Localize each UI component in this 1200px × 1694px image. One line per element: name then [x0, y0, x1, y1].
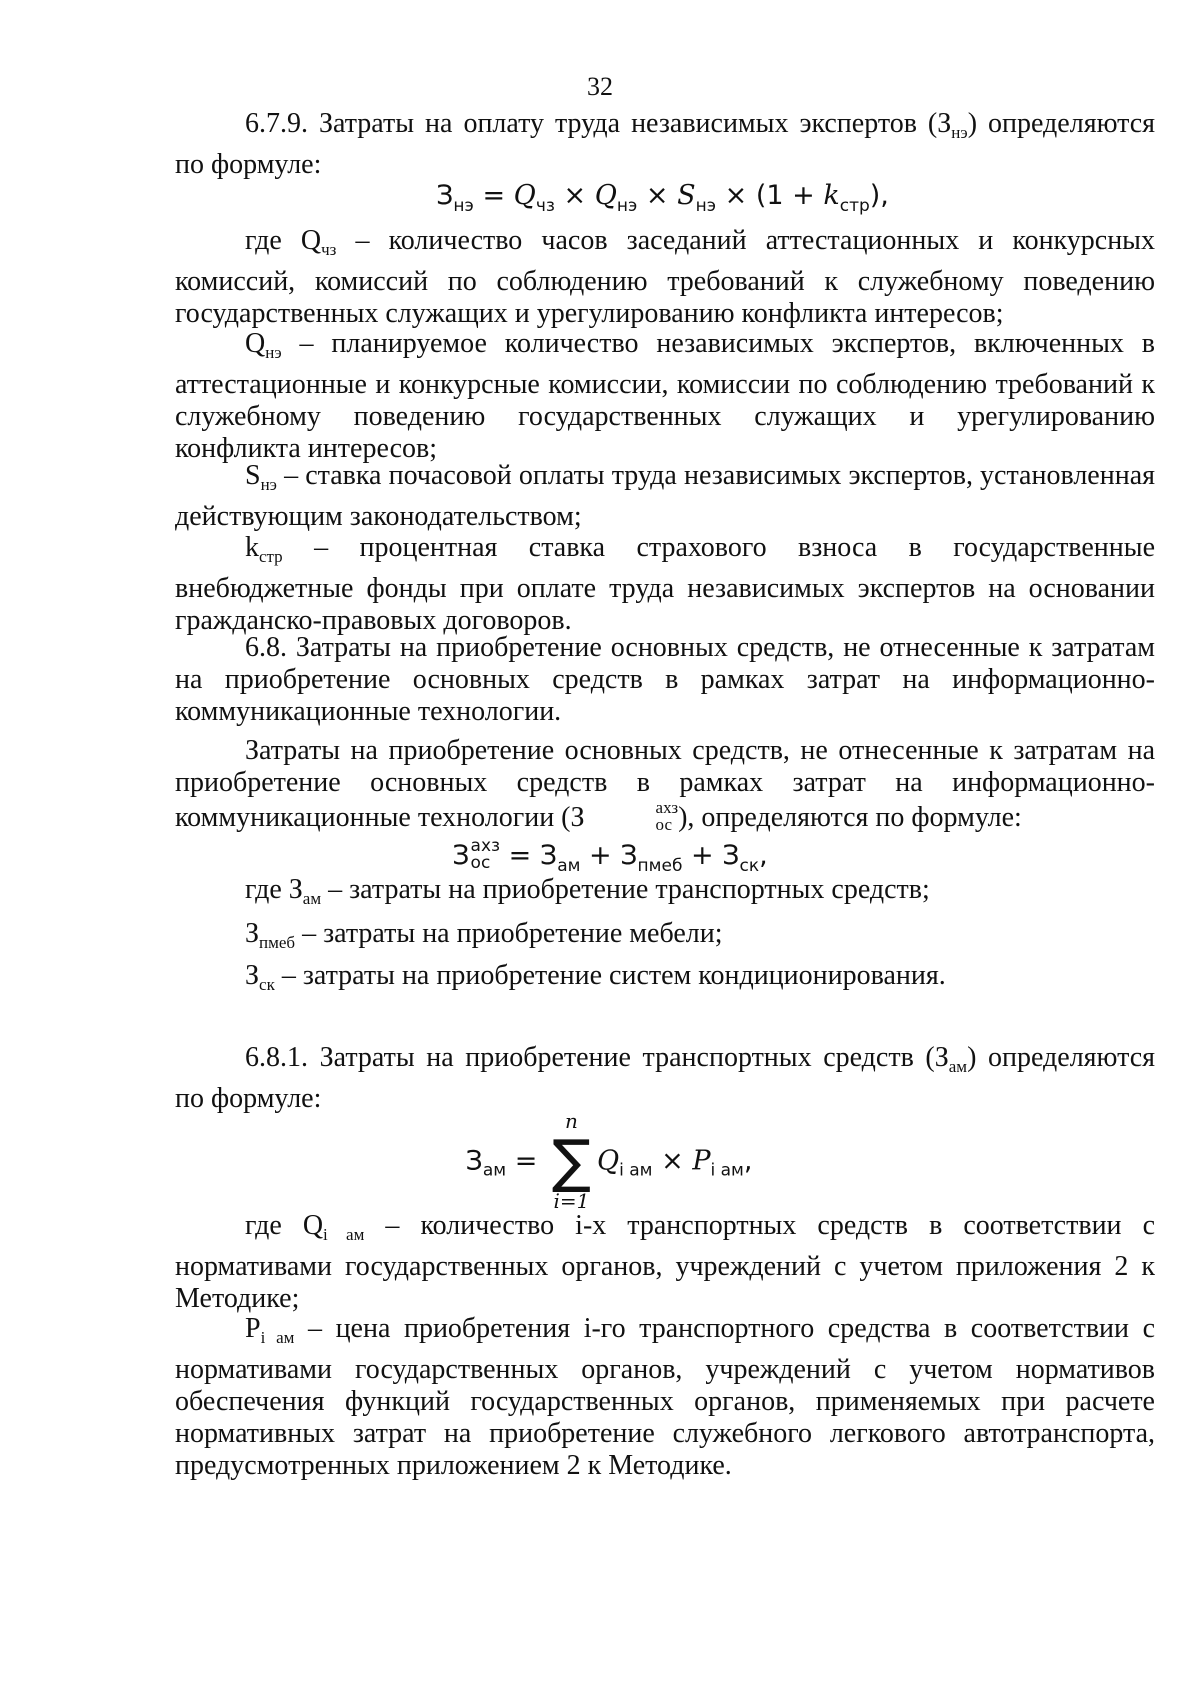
- formula-expert-cost: $З_{нэ} = Q_{чз} \times Q_{нэ} \times S_{нэ} \times (1 + k_{стр})$,: [436, 180, 889, 216]
- definition-q-ne: $Q_{нэ}$ – планируемое количество независимых экспертов, включенных в аттестационные и конкурсные комиссии, комиссии по соблюдению требований к служебному поведению государственных служащих и урегулированию конфликта интересов;: [175, 328, 1155, 464]
- definition-z-pmeb: $З_{пмеб}$ – затраты на приобретение мебели;: [245, 918, 723, 952]
- definition-z-am: где $З_{ам}$ – затраты на приобретение транспортных средств;: [245, 874, 930, 908]
- definition-k-str: $k_{стр}$ – процентная ставка страхового взноса в государственные внебюджетные фонды при оплате труда независимых экспертов на основании гражданско-правовых договоров.: [175, 532, 1155, 636]
- definition-z-sk: $З_{ск}$ – затраты на приобретение систем кондиционирования.: [245, 960, 946, 994]
- definition-q-chz: где $Q_{чз}$ – количество часов заседаний аттестационных и конкурсных комиссий, комиссий по соблюдению требований к служебному поведению государственных служащих и урегулированию конфликта интересов;: [175, 225, 1155, 329]
- page-number: 32: [587, 72, 613, 101]
- formula-fixed-assets: З ахз ос = $З_{ам} + З_{пмеб} + З_{ск}$,: [452, 836, 768, 876]
- formula-vehicles: $З_{ам}$ = n ∑ i=1 $Q_{i ам} \times P_{i ам}$,: [465, 1109, 753, 1213]
- definition-q-i-am: где $Q_{i ам}$ – количество i-х транспортных средств в соответствии с нормативами государственных органов, учреждений с учетом приложения 2 к Методике;: [175, 1210, 1156, 1314]
- section-68-paragraph: Затраты на приобретение основных средств, не отнесенные к затратам на приобретение основных средств в рамках затрат на информационно-коммуникационные технологии (З ахз ос ), определяются по формуле:: [175, 735, 1155, 834]
- definition-s-ne: $S_{нэ}$ – ставка почасовой оплаты труда независимых экспертов, установленная действующим законодательством;: [175, 460, 1155, 532]
- section-681-intro: 6.8.1. Затраты на приобретение транспортных средств $(З_{ам})$ определяются по формуле:: [175, 1042, 1155, 1114]
- definition-p-i-am: $P_{i ам}$ – цена приобретения i-го транспортного средства в соответствии с нормативами государственных органов, учреждений с учетом нормативов обеспечения функций государственных органов, применяемых при расчете нормативных затрат на приобретение служебного легкового автотранспорта, предусмотренных приложением 2 к Методике.: [175, 1313, 1156, 1481]
- summation-symbol: n ∑ i=1: [551, 1109, 591, 1213]
- section-68-heading: 6.8. Затраты на приобретение основных средств, не отнесенные к затратам на приобретение основных средств в рамках затрат на информационно-коммуникационные технологии.: [175, 632, 1155, 727]
- section-679-intro: 6.7.9. Затраты на оплату труда независимых экспертов $(З_{нэ})$ определяются по формуле:: [175, 108, 1156, 180]
